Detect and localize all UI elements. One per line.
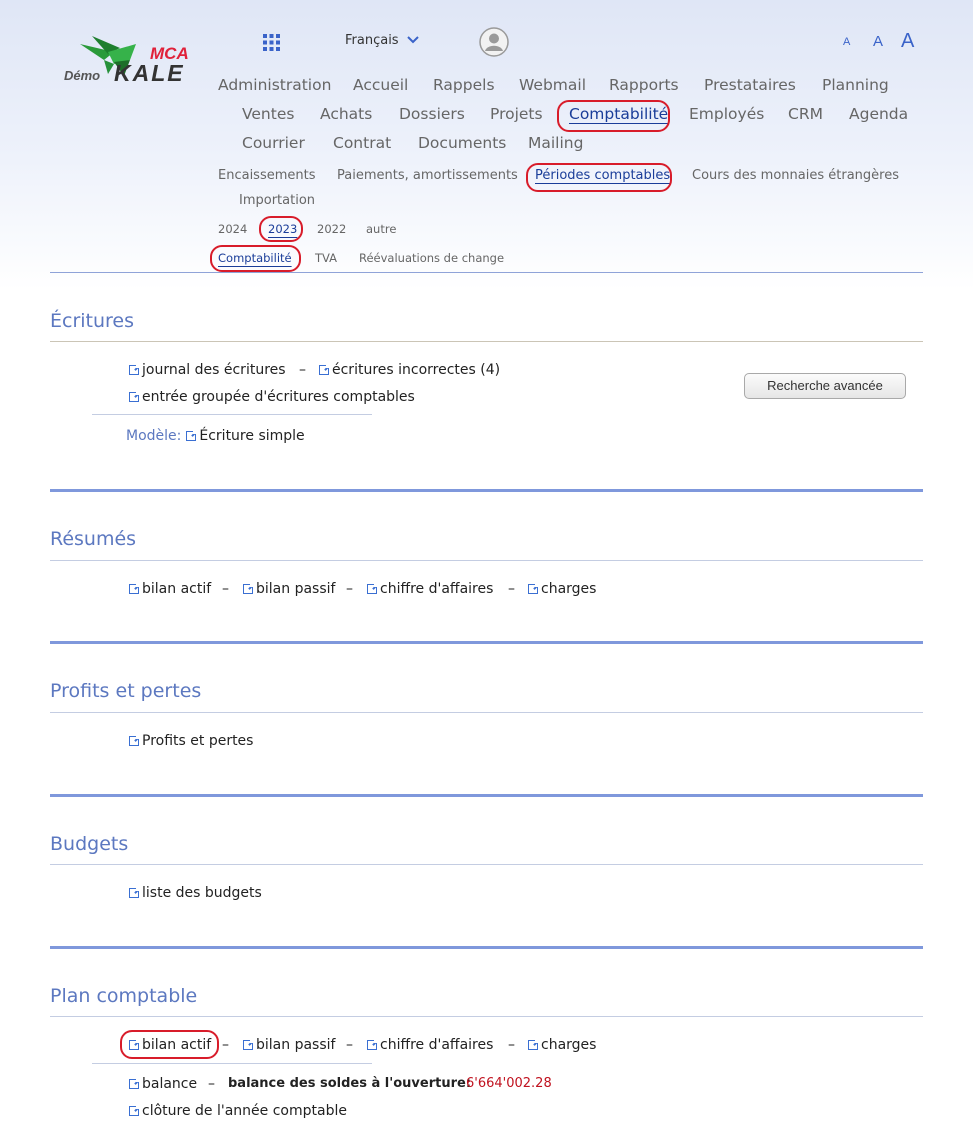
link-label: bilan actif	[142, 1037, 212, 1053]
link-label: charges	[541, 1037, 597, 1053]
link-label: charges	[541, 581, 597, 597]
link-chiffre-affaires[interactable]	[367, 581, 493, 597]
highlight-ring	[210, 245, 301, 272]
model-label: Modèle:	[126, 428, 182, 444]
inner-divider	[92, 414, 372, 415]
separator: –	[508, 581, 515, 597]
language-selector[interactable]	[345, 33, 419, 48]
logo[interactable]	[64, 30, 204, 92]
nav-rapports[interactable]: Rapports	[609, 76, 679, 94]
nav-rappels[interactable]: Rappels	[433, 76, 495, 94]
link-label: liste des budgets	[142, 885, 262, 901]
link-plan-bilan-passif[interactable]	[243, 1037, 335, 1053]
link-entree-groupee[interactable]	[129, 389, 415, 405]
separator: –	[222, 1037, 229, 1053]
external-link-icon	[243, 1040, 253, 1050]
nav-ventes[interactable]: Ventes	[242, 105, 295, 123]
section-title-profits-pertes: Profits et pertes	[50, 680, 202, 702]
nav-agenda[interactable]: Agenda	[849, 105, 909, 123]
subnav-cours-monnaies[interactable]: Cours des monnaies étrangères	[692, 168, 899, 183]
nav-prestataires[interactable]: Prestataires	[704, 76, 796, 94]
link-plan-charges[interactable]	[528, 1037, 596, 1053]
advanced-search-button[interactable]: Recherche avancée	[744, 373, 906, 399]
nav-comptabilite[interactable]: Comptabilité	[569, 105, 669, 123]
section-divider	[50, 341, 923, 342]
section-separator	[50, 489, 923, 492]
model-row	[126, 428, 305, 444]
external-link-icon	[319, 365, 329, 375]
external-link-icon	[129, 1106, 139, 1116]
separator: –	[346, 581, 353, 597]
highlight-ring	[259, 216, 303, 242]
section-title-ecritures: Écritures	[50, 310, 135, 332]
section-separator	[50, 794, 923, 797]
link-journal-ecritures[interactable]	[129, 362, 286, 378]
logo-mca-text: MCA	[150, 44, 189, 63]
link-label: journal des écritures	[142, 362, 286, 378]
section-divider	[50, 864, 923, 865]
font-size-medium-button[interactable]: A	[873, 33, 884, 50]
subnav-encaissements[interactable]: Encaissements	[218, 168, 316, 183]
section-divider	[50, 560, 923, 561]
link-plan-chiffre-affaires[interactable]	[367, 1037, 493, 1053]
link-balance[interactable]	[129, 1076, 197, 1092]
subnav-importation[interactable]: Importation	[239, 193, 316, 208]
section-separator	[50, 946, 923, 949]
tab-comptabilite[interactable]: Comptabilité	[218, 251, 292, 265]
link-cloture-annee[interactable]	[129, 1103, 347, 1119]
nav-dossiers[interactable]: Dossiers	[399, 105, 465, 123]
separator: –	[346, 1037, 353, 1053]
chevron-down-icon	[407, 36, 419, 44]
link-label: bilan passif	[256, 1037, 336, 1053]
link-label: Profits et pertes	[142, 733, 254, 749]
language-label: Français	[345, 33, 399, 48]
highlight-ring	[526, 163, 672, 192]
link-charges[interactable]	[528, 581, 596, 597]
opening-balance-label: balance des soldes à l'ouverture:	[228, 1076, 472, 1091]
external-link-icon	[129, 584, 139, 594]
external-link-icon	[129, 392, 139, 402]
header-divider	[50, 272, 923, 273]
year-2022[interactable]: 2022	[317, 222, 347, 236]
link-label: balance	[142, 1076, 198, 1092]
link-label: bilan actif	[142, 581, 212, 597]
external-link-icon	[367, 584, 377, 594]
year-2023[interactable]: 2023	[268, 222, 298, 236]
nav-planning[interactable]: Planning	[822, 76, 889, 94]
link-liste-budgets[interactable]	[129, 885, 262, 901]
nav-webmail[interactable]: Webmail	[519, 76, 587, 94]
section-divider	[50, 1016, 923, 1017]
link-label: écritures incorrectes (4)	[332, 362, 501, 378]
external-link-icon	[528, 1040, 538, 1050]
external-link-icon	[129, 888, 139, 898]
nav-crm[interactable]: CRM	[788, 105, 823, 123]
subnav-paiements[interactable]: Paiements, amortissements	[337, 168, 518, 183]
section-title-plan-comptable: Plan comptable	[50, 985, 198, 1007]
subnav-periodes-comptables[interactable]: Périodes comptables	[535, 168, 671, 183]
external-link-icon	[528, 584, 538, 594]
external-link-icon	[129, 1079, 139, 1089]
logo-brand-text: KALE	[114, 60, 185, 86]
link-label: bilan passif	[256, 581, 336, 597]
link-bilan-passif[interactable]	[243, 581, 335, 597]
nav-courrier[interactable]: Courrier	[242, 134, 305, 152]
logo-demo-text: Démo	[64, 68, 101, 83]
highlight-ring	[557, 100, 670, 132]
section-divider	[50, 712, 923, 713]
separator: –	[299, 362, 306, 378]
separator: –	[222, 581, 229, 597]
nav-achats[interactable]: Achats	[320, 105, 373, 123]
link-label: entrée groupée d'écritures comptables	[142, 389, 415, 405]
nav-projets[interactable]: Projets	[490, 105, 543, 123]
year-autre[interactable]: autre	[366, 222, 397, 236]
separator: –	[508, 1037, 515, 1053]
apps-grid-icon[interactable]	[263, 34, 280, 51]
year-2024[interactable]: 2024	[218, 222, 248, 236]
section-title-budgets: Budgets	[50, 833, 129, 855]
nav-employes[interactable]: Employés	[689, 105, 765, 123]
link-label: chiffre d'affaires	[380, 1037, 494, 1053]
link-ecriture-simple[interactable]	[186, 428, 304, 444]
nav-mailing[interactable]: Mailing	[528, 134, 584, 152]
link-profits-pertes[interactable]	[129, 733, 253, 749]
link-bilan-actif[interactable]	[129, 581, 211, 597]
nav-accueil[interactable]: Accueil	[353, 76, 409, 94]
highlight-ring	[120, 1030, 219, 1059]
external-link-icon	[129, 736, 139, 746]
link-label: Écriture simple	[199, 428, 305, 444]
external-link-icon	[129, 365, 139, 375]
section-separator	[50, 641, 923, 644]
tab-reevaluations[interactable]: Réévaluations de change	[359, 251, 505, 265]
link-ecritures-incorrectes[interactable]	[319, 362, 500, 378]
user-avatar-icon[interactable]	[479, 27, 509, 57]
opening-balance-value: 6'664'002.28	[466, 1076, 552, 1091]
external-link-icon	[367, 1040, 377, 1050]
tab-tva[interactable]: TVA	[315, 251, 338, 265]
external-link-icon	[243, 584, 253, 594]
separator: –	[208, 1076, 215, 1092]
font-size-large-button[interactable]: A	[901, 30, 915, 52]
nav-documents[interactable]: Documents	[418, 134, 507, 152]
link-label: chiffre d'affaires	[380, 581, 494, 597]
nav-contrat[interactable]: Contrat	[333, 134, 392, 152]
section-title-resumes: Résumés	[50, 528, 137, 550]
link-label: clôture de l'année comptable	[142, 1103, 347, 1119]
font-size-small-button[interactable]: A	[843, 36, 851, 48]
inner-divider	[92, 1063, 372, 1064]
nav-administration[interactable]: Administration	[218, 76, 332, 94]
external-link-icon	[186, 431, 196, 441]
